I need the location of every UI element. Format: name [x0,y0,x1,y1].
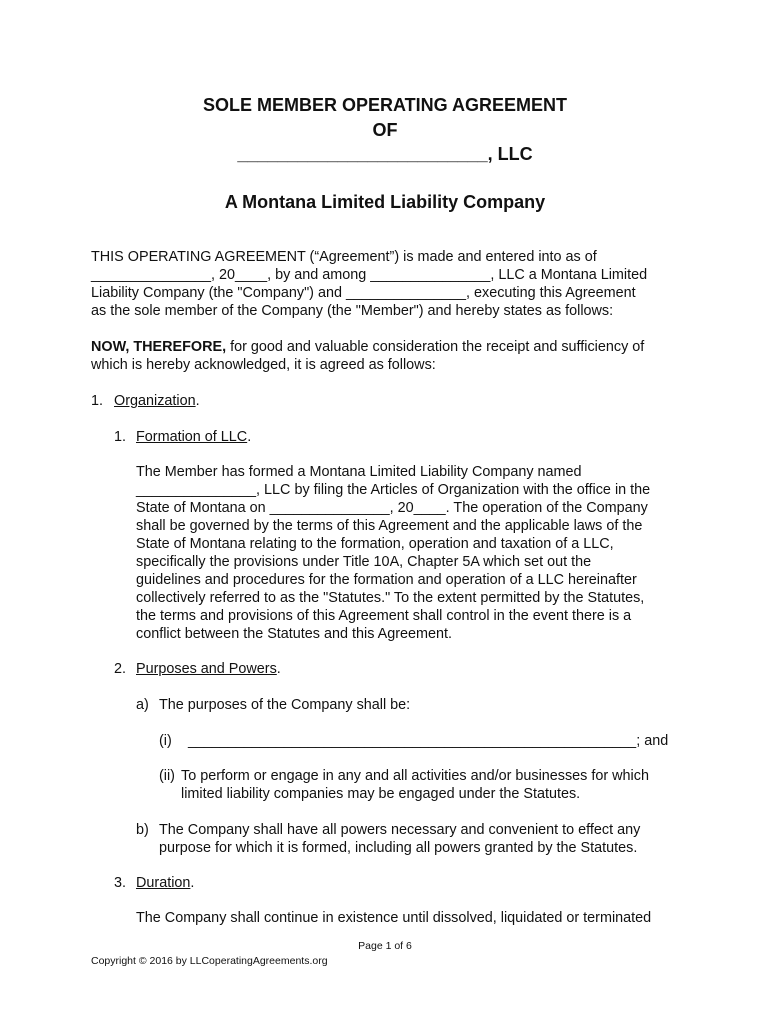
formation-line-3: State of Montana on _______________, 20____. The operation of the Company [136,500,648,516]
subsection-1-number: 1. [114,429,127,445]
document-title: SOLE MEMBER OPERATING AGREEMENT [202,95,568,115]
item-i-end: ; and [636,733,669,749]
document-subtitle: A Montana Limited Liability Company [224,192,546,212]
formation-line-6: specifically the provisions under Title 10A, Chapter 5A which set out the [136,554,592,570]
subsection-3-heading-period: . [190,875,195,891]
subsection-2-heading-text: Purposes and Powers [136,661,277,677]
section-1-heading-text: Organization [114,393,196,409]
section-1-heading-period: . [195,393,200,409]
item-i-label: (i) [159,733,172,749]
subsection-3-heading [136,874,194,892]
item-b-label: b) [136,822,149,838]
item-ii-line-2: limited liability companies may be engaged under the Statutes. [181,786,581,802]
now-therefore-line-1 [91,338,644,356]
item-ii-label: (ii) [159,768,175,784]
intro-line-3: Liability Company (the "Company") and _______________, executing this Agreement [91,285,636,301]
subsection-1-heading-period: . [247,429,252,445]
subsection-3-heading-text: Duration [136,875,191,891]
section-1-heading [114,392,200,410]
intro-line-1: THIS OPERATING AGREEMENT (“Agreement”) is made and entered into as of [91,249,597,265]
item-a-text: The purposes of the Company shall be: [159,697,411,713]
subsection-1-heading-text: Formation of LLC [136,429,248,445]
item-b-line-1: The Company shall have all powers necessary and convenient to effect any [159,822,641,838]
now-therefore-bold: NOW, THEREFORE, [91,339,227,355]
item-b-line-2: purpose for which it is formed, including all powers granted by the Statutes. [159,840,638,856]
formation-line-8: collectively referred to as the "Statutes." To the extent permitted by the Statutes, [136,590,645,606]
formation-line-4: shall be governed by the terms of this Agreement and the applicable laws of the [136,518,643,534]
intro-line-4: as the sole member of the Company (the "Member") and hereby states as follows: [91,303,614,319]
now-therefore-rest: for good and valuable consideration the receipt and sufficiency of [226,339,645,355]
subsection-2-number: 2. [114,661,127,677]
subsection-2-heading [136,660,281,678]
copyright-notice: Copyright © 2016 by LLCoperatingAgreements.org [91,955,328,967]
subsection-1-heading [136,428,251,446]
intro-line-2: _______________, 20____, by and among _______________, LLC a Montana Limited [91,267,648,283]
section-1-number: 1. [91,393,104,409]
document-title-of: OF [372,120,398,140]
purpose-blank: ________________________________________________________ [188,733,637,749]
subsection-3-number: 3. [114,875,127,891]
item-a-label: a) [136,697,149,713]
now-therefore-line-2: which is hereby acknowledged, it is agreed as follows: [91,357,436,373]
item-ii-line-1: To perform or engage in any and all activities and/or businesses for which [181,768,649,784]
formation-line-5: State of Montana relating to the formation, operation and taxation of a LLC, [136,536,614,552]
duration-text: The Company shall continue in existence until dissolved, liquidated or terminated [136,910,652,926]
page-number: Page 1 of 6 [358,940,412,952]
formation-line-1: The Member has formed a Montana Limited Liability Company named [136,464,582,480]
formation-line-9: the terms and provisions of this Agreement shall control in the event there is a [136,608,632,624]
formation-line-10: conflict between the Statutes and this Agreement. [136,626,452,642]
subsection-2-heading-period: . [276,661,281,677]
formation-line-7: guidelines and procedures for the formation and operation of a LLC hereinafter [136,572,637,588]
formation-line-2: _______________, LLC by filing the Articles of Organization with the office in the [136,482,651,498]
company-name-blank: _________________________, LLC [237,144,533,164]
item-i-blank [188,732,668,750]
